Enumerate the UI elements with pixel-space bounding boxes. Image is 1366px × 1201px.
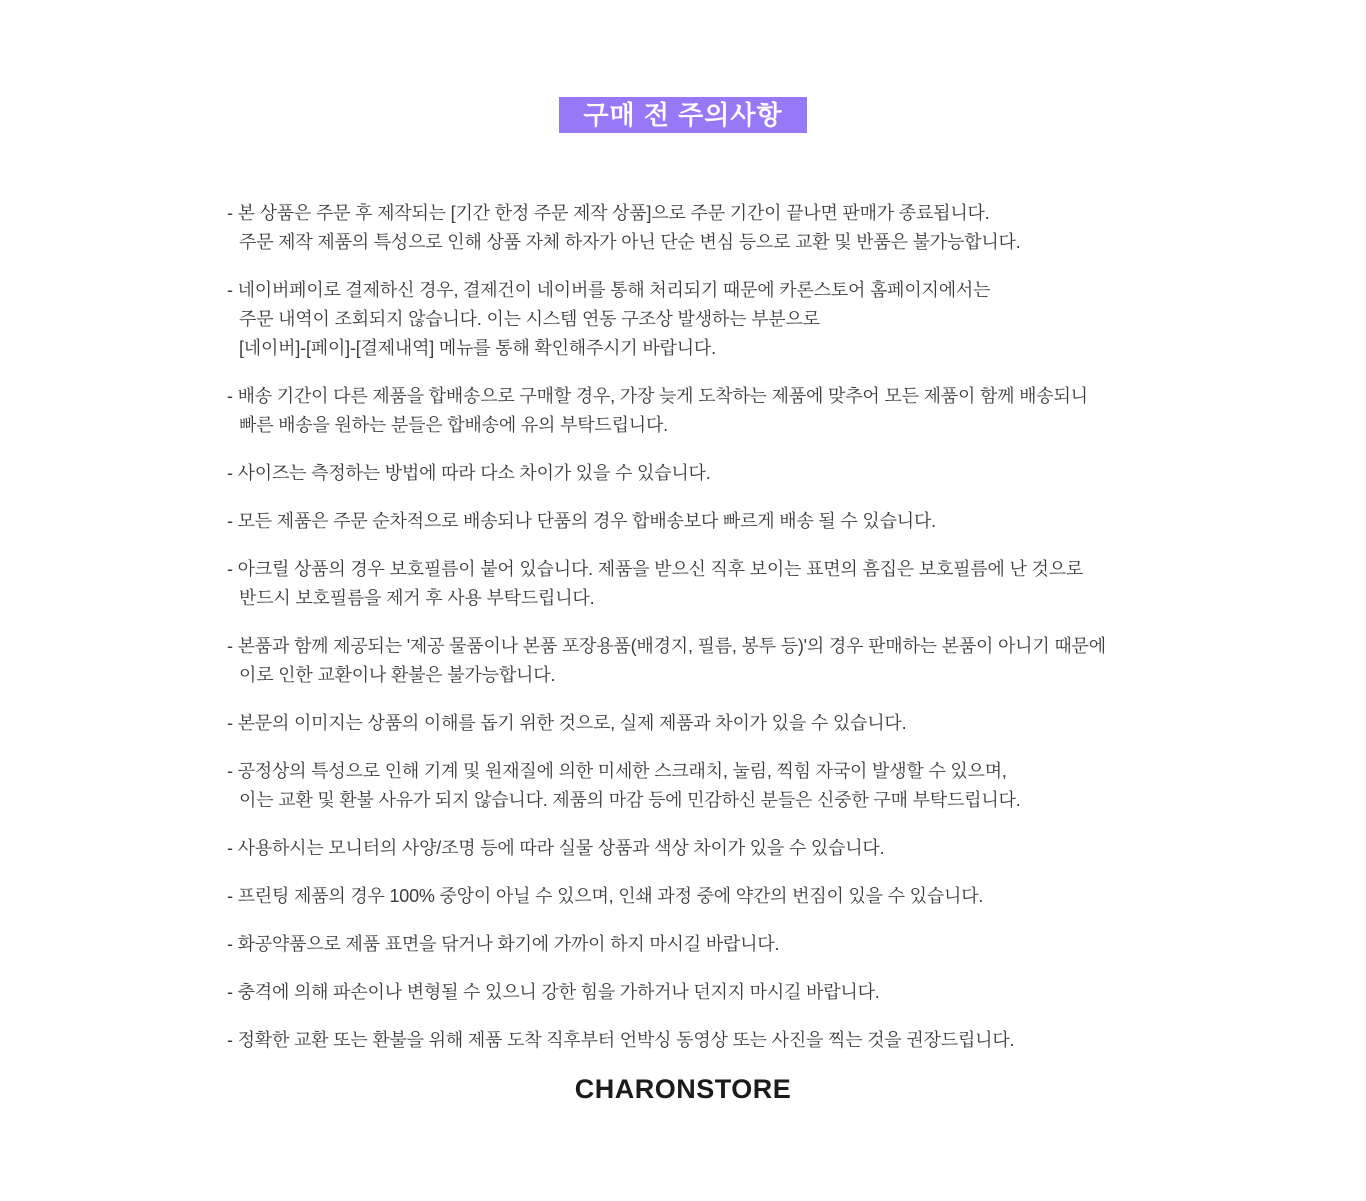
notice-line-first: - 네이버페이로 결제하신 경우, 결제건이 네이버를 통해 처리되기 때문에 카론스토어 홈페이지에서는 (227, 280, 991, 300)
notice-item (227, 882, 1276, 911)
notice-line-first: - 모든 제품은 주문 순차적으로 배송되나 단품의 경우 합배송보다 빠르게 배송 될 수 있습니다. (227, 511, 936, 531)
notice-line-first: - 프린팅 제품의 경우 100% 중앙이 아닐 수 있으며, 인쇄 과정 중에 약간의 번짐이 있을 수 있습니다. (227, 886, 984, 906)
notice-item (227, 978, 1276, 1007)
notice-item (227, 276, 1276, 363)
footer (0, 1074, 1366, 1105)
notice-item (227, 930, 1276, 959)
notice-line-continuation: [네이버]-[페이]-[결제내역] 메뉴를 통해 확인해주시기 바랍니다. (239, 338, 716, 358)
notice-item (227, 709, 1276, 738)
notice-item (227, 459, 1276, 488)
notice-line-continuation: 주문 내역이 조회되지 않습니다. 이는 시스템 연동 구조상 발생하는 부분으로 (239, 309, 820, 329)
notice-header (0, 0, 1366, 133)
notice-item (227, 632, 1276, 690)
notice-line-first: - 충격에 의해 파손이나 변형될 수 있으니 강한 힘을 가하거나 던지지 마시길 바랍니다. (227, 982, 880, 1002)
notice-line-continuation: 반드시 보호필름을 제거 후 사용 부탁드립니다. (239, 588, 595, 608)
notice-item (227, 834, 1276, 863)
notice-line-continuation: 빠른 배송을 원하는 분들은 합배송에 유의 부탁드립니다. (239, 415, 668, 435)
notice-item (227, 382, 1276, 440)
notice-title-badge: 구매 전 주의사항 (559, 97, 806, 133)
notice-line-first: - 정확한 교환 또는 환불을 위해 제품 도착 직후부터 언박싱 동영상 또는 사진을 찍는 것을 권장드립니다. (227, 1030, 1015, 1050)
notice-line-continuation: 이로 인한 교환이나 환불은 불가능합니다. (239, 665, 556, 685)
notice-line-first: - 사이즈는 측정하는 방법에 따라 다소 차이가 있을 수 있습니다. (227, 463, 711, 483)
notice-item (227, 1026, 1276, 1055)
notice-line-first: - 본품과 함께 제공되는 '제공 물품이나 본품 포장용품(배경지, 필름, 봉투 등)'의 경우 판매하는 본품이 아니기 때문에 (227, 636, 1106, 656)
notice-line-first: - 화공약품으로 제품 표면을 닦거나 화기에 가까이 하지 마시길 바랍니다. (227, 934, 780, 954)
notice-line-continuation: 이는 교환 및 환불 사유가 되지 않습니다. 제품의 마감 등에 민감하신 분들은 신중한 구매 부탁드립니다. (239, 790, 1021, 810)
notice-item (227, 757, 1276, 815)
notice-line-first: - 본문의 이미지는 상품의 이해를 돕기 위한 것으로, 실제 제품과 차이가 있을 수 있습니다. (227, 713, 907, 733)
notice-line-first: - 본 상품은 주문 후 제작되는 [기간 한정 주문 제작 상품]으로 주문 기간이 끝나면 판매가 종료됩니다. (227, 203, 990, 223)
notice-item (227, 507, 1276, 536)
store-logo: CHARONSTORE (574, 1074, 792, 1104)
notice-line-continuation: 주문 제작 제품의 특성으로 인해 상품 자체 하자가 아닌 단순 변심 등으로 교환 및 반품은 불가능합니다. (239, 232, 1021, 252)
notice-line-first: - 배송 기간이 다른 제품을 합배송으로 구매할 경우, 가장 늦게 도착하는 제품에 맞추어 모든 제품이 함께 배송되니 (227, 386, 1088, 406)
notice-line-first: - 사용하시는 모니터의 사양/조명 등에 따라 실물 상품과 색상 차이가 있을 수 있습니다. (227, 838, 885, 858)
notice-item (227, 555, 1276, 613)
notice-item (227, 199, 1276, 257)
notice-list (227, 199, 1276, 1055)
notice-line-first: - 공정상의 특성으로 인해 기계 및 원재질에 의한 미세한 스크래치, 눌림, 찍힘 자국이 발생할 수 있으며, (227, 761, 1007, 781)
notice-line-first: - 아크릴 상품의 경우 보호필름이 붙어 있습니다. 제품을 받으신 직후 보이는 표면의 흠집은 보호필름에 난 것으로 (227, 559, 1084, 579)
